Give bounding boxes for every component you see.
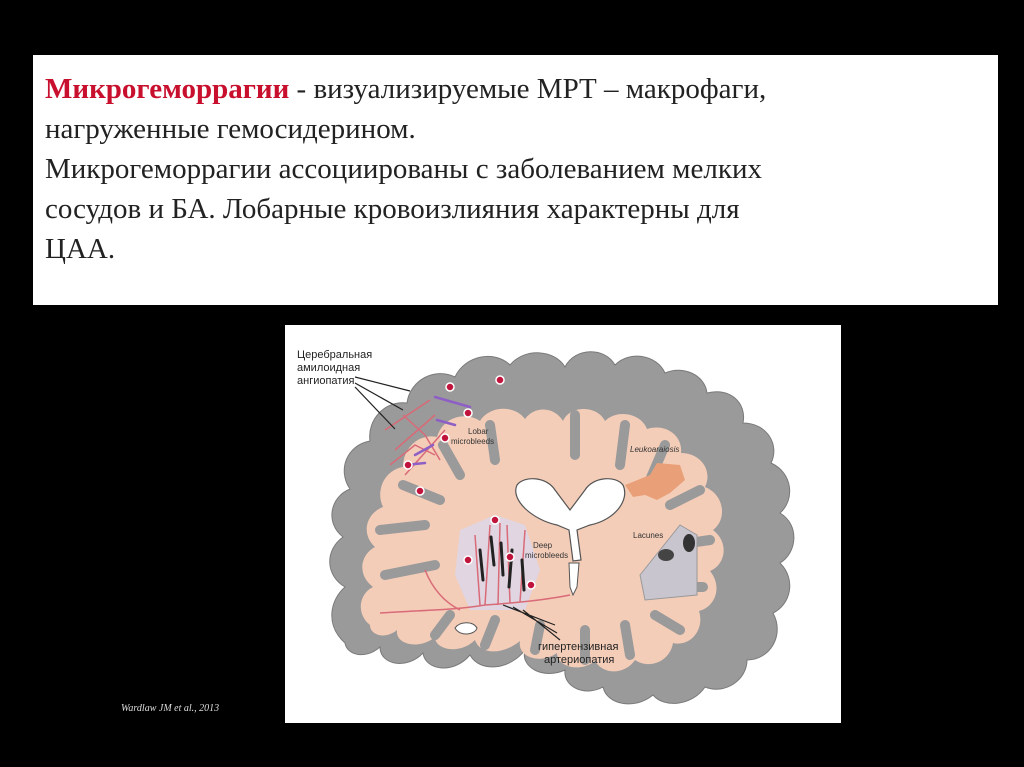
definition-term: Микрогеморрагии — [45, 73, 290, 105]
label-deep-1: Deep — [533, 541, 553, 550]
brain-svg — [285, 325, 841, 723]
brain-diagram — [285, 325, 841, 723]
label-leukoaraiosis: Leukoaraiosis — [630, 445, 680, 454]
label-hypertensive-1: гипертензивная — [538, 641, 619, 653]
lacune — [658, 549, 674, 561]
label-lacunes: Lacunes — [633, 531, 664, 540]
label-lobar-2: microbleeds — [451, 437, 495, 446]
label-caa-3: ангиопатия — [297, 375, 355, 387]
lacune — [683, 534, 695, 552]
association-line-1: Микрогеморрагии ассоциированы с заболеванием мелких — [45, 153, 762, 185]
label-caa-1: Церебральная — [297, 349, 373, 361]
figure-credit: Wardlaw JM et al., 2013 — [121, 703, 220, 714]
label-deep-2: microbleeds — [525, 551, 569, 560]
definition-line-1 — [45, 69, 986, 109]
definition-textbox — [33, 55, 998, 305]
temporal-horn — [455, 623, 477, 634]
label-caa-2: амилоидная — [297, 362, 361, 374]
label-hypertensive-2: артериопатия — [544, 654, 615, 666]
association-line-2: сосудов и БА. Лобарные кровоизлияния характерны для — [45, 193, 740, 225]
association-line-3: ЦАА. — [45, 233, 116, 265]
label-lobar-1: Lobar — [468, 427, 489, 436]
definition-line-2: нагруженные гемосидерином. — [45, 113, 416, 145]
definition-line-1-rest: - визуализируемые МРТ – макрофаги, — [289, 73, 767, 105]
